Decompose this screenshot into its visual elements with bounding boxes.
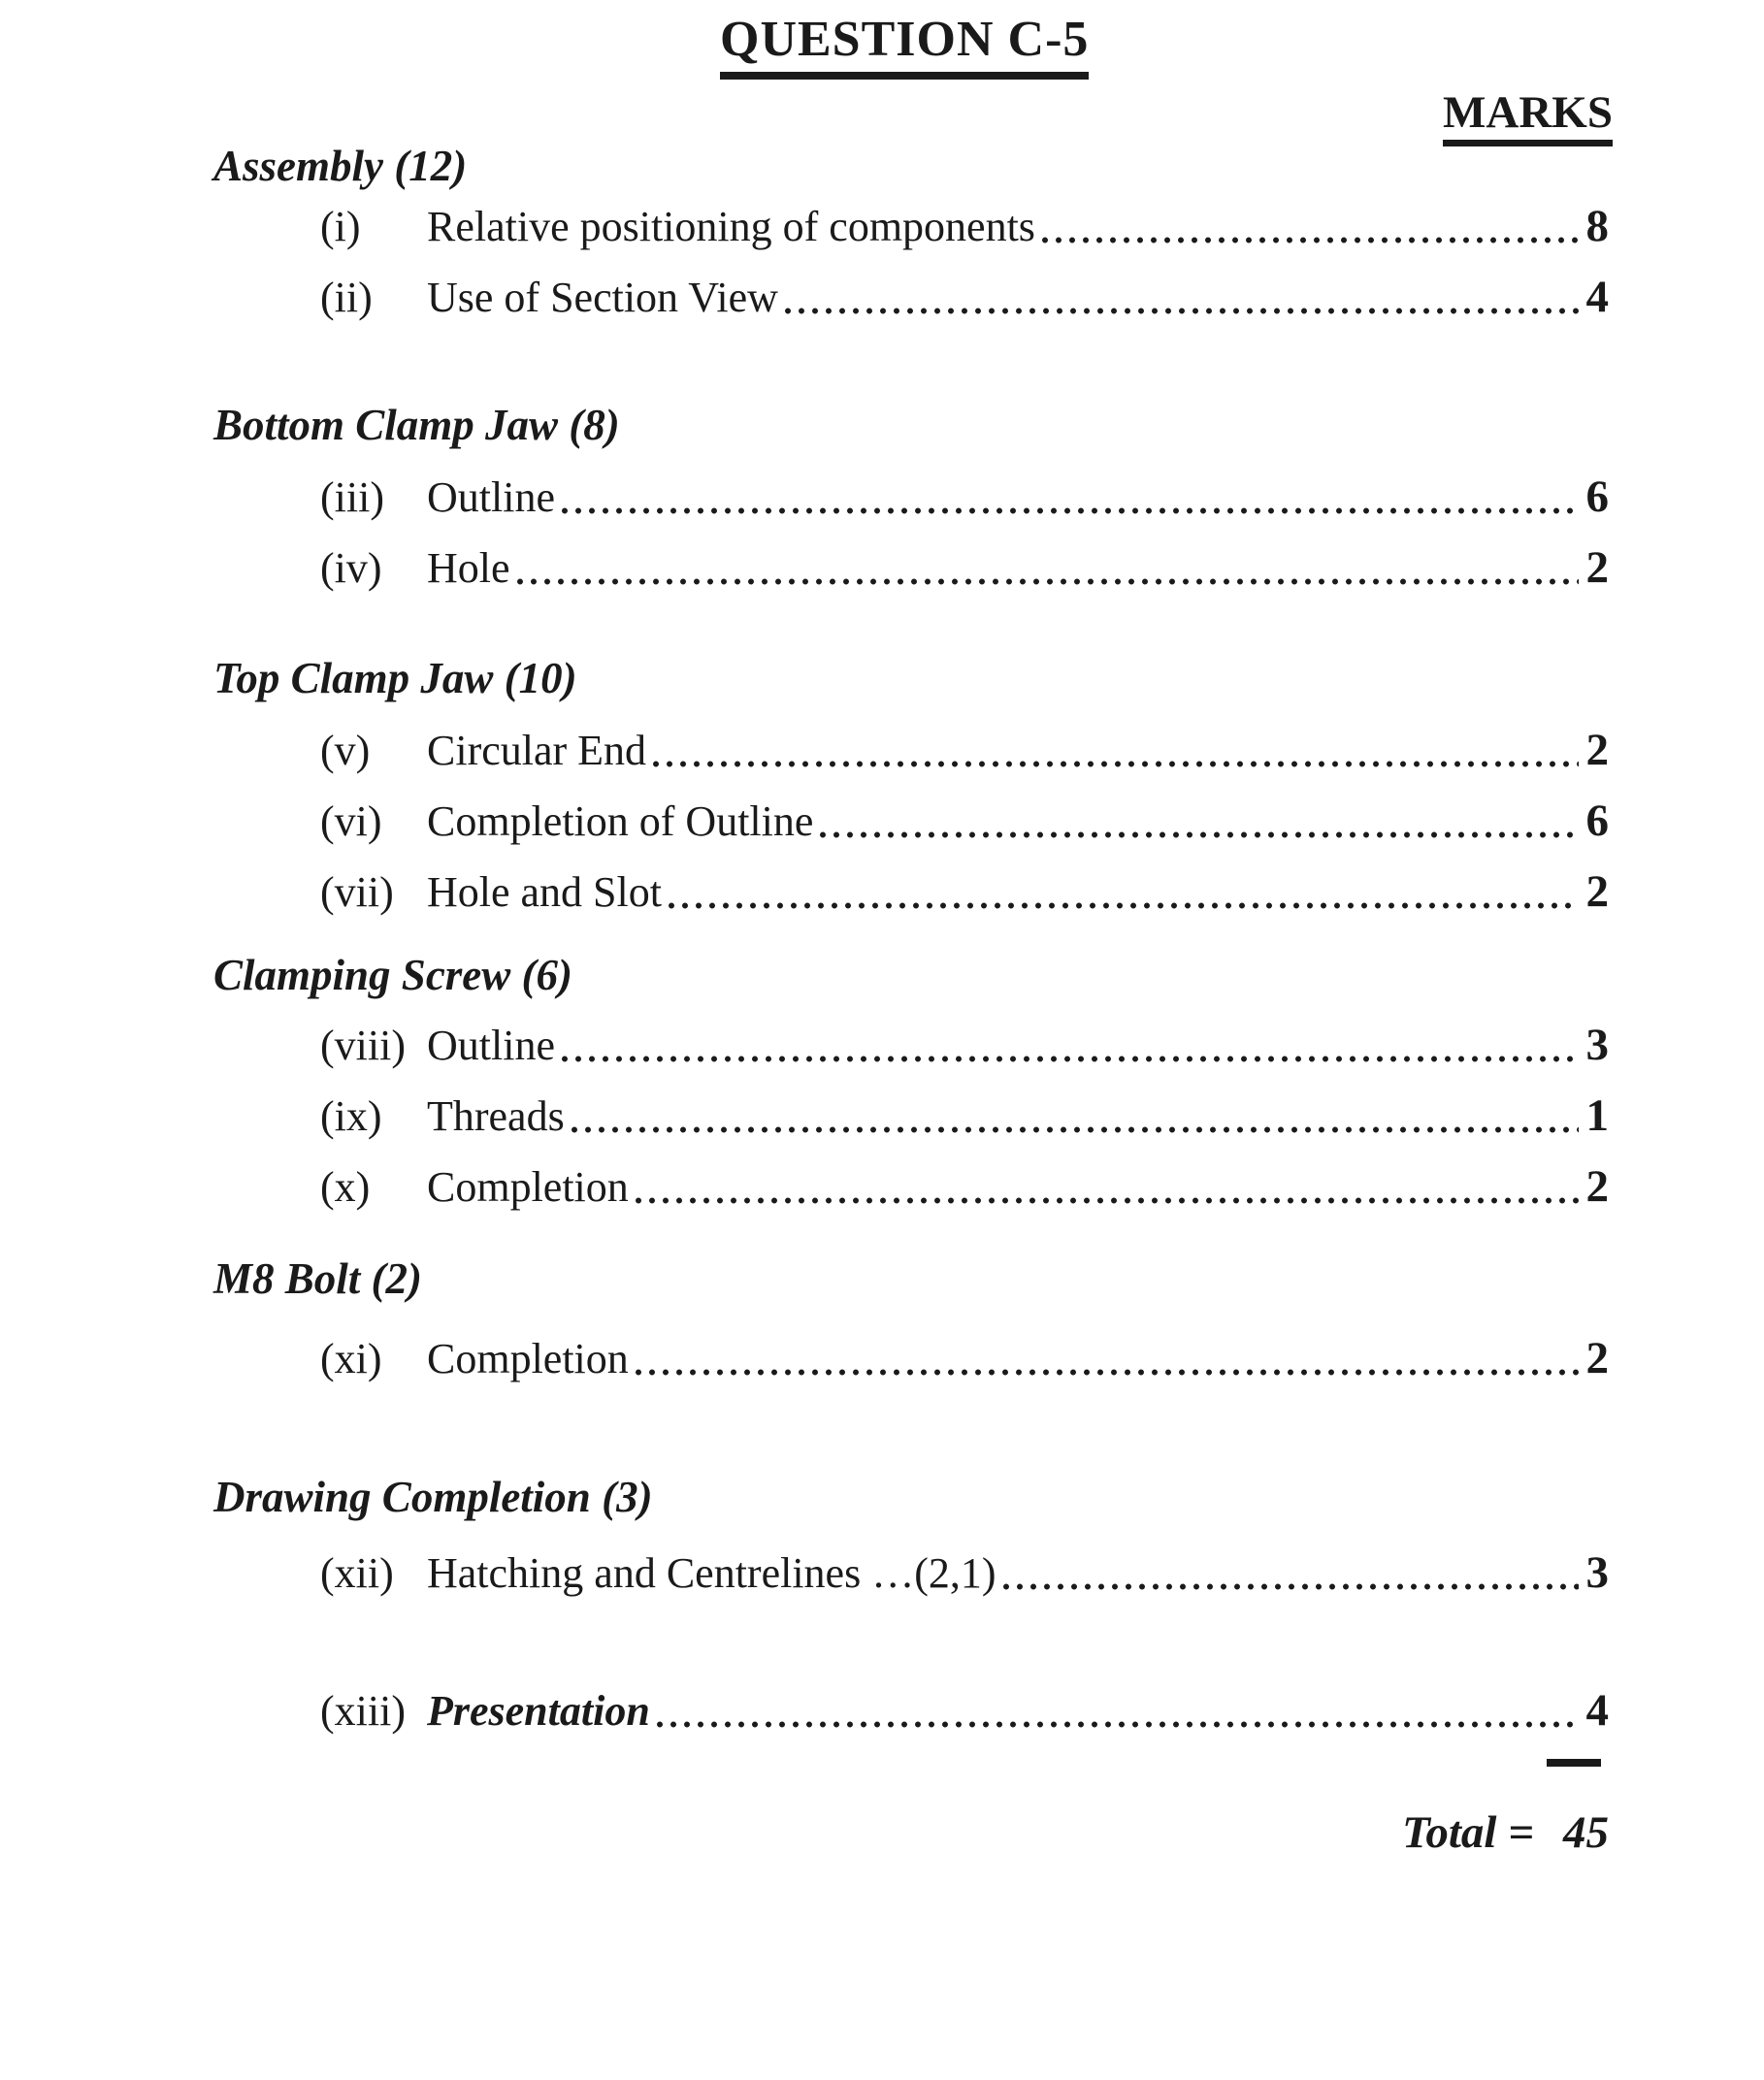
item-row-xii — [320, 1548, 1609, 1599]
section-header-assembly: Assembly (12) — [213, 142, 468, 190]
item-row-v — [320, 726, 1609, 776]
dot-leader — [784, 308, 1579, 314]
item-numeral: (xii) — [320, 1549, 394, 1597]
item-numeral: (i) — [320, 203, 361, 250]
item-numeral: (xi) — [320, 1335, 382, 1382]
item-numeral: (viii) — [320, 1022, 406, 1069]
dot-leader — [561, 1056, 1579, 1062]
dot-leader — [571, 1126, 1579, 1133]
dot-leader — [819, 831, 1579, 838]
dot-leader — [635, 1369, 1579, 1376]
item-numeral: (ix) — [320, 1092, 382, 1140]
total-value: 45 — [1563, 1807, 1609, 1858]
dot-leader — [561, 507, 1579, 514]
item-mark: 2 — [1585, 866, 1609, 917]
item-label: Outline — [427, 473, 555, 521]
item-label: Hole and Slot — [427, 868, 662, 916]
marks-column-header: MARKS — [1443, 89, 1613, 146]
item-row-viii — [320, 1021, 1609, 1071]
item-numeral: (iv) — [320, 544, 382, 592]
section-header-bottom-clamp-jaw: Bottom Clamp Jaw (8) — [213, 401, 620, 449]
item-mark: 4 — [1585, 1685, 1609, 1736]
item-label: Use of Section View — [427, 274, 778, 321]
item-numeral: (v) — [320, 727, 371, 774]
item-label: Hole — [427, 544, 510, 592]
item-row-ii — [320, 273, 1609, 323]
item-label: Completion — [427, 1163, 629, 1211]
item-mark: 2 — [1585, 725, 1609, 775]
dot-leader — [652, 761, 1579, 767]
item-label: Completion of Outline — [427, 797, 814, 845]
item-row-ix — [320, 1091, 1609, 1142]
dot-leader — [656, 1721, 1579, 1728]
item-label: Completion — [427, 1335, 629, 1382]
dot-leader — [1002, 1583, 1579, 1590]
item-mark: 2 — [1585, 542, 1609, 593]
item-row-vii — [320, 867, 1609, 918]
item-row-vi — [320, 796, 1609, 847]
item-row-xiii — [320, 1686, 1609, 1737]
item-label: Threads — [427, 1092, 565, 1140]
item-mark: 2 — [1585, 1161, 1609, 1212]
item-numeral: (iii) — [320, 473, 384, 521]
item-mark: 8 — [1585, 201, 1609, 251]
item-mark: 3 — [1585, 1547, 1609, 1598]
dot-leader — [1041, 237, 1579, 244]
item-numeral: (xiii) — [320, 1687, 406, 1735]
dot-leader — [635, 1197, 1579, 1204]
item-label: Outline — [427, 1022, 555, 1069]
item-mark: 3 — [1585, 1020, 1609, 1070]
item-mark: 4 — [1585, 272, 1609, 322]
total-row — [1402, 1806, 1609, 1859]
section-header-clamping-screw: Clamping Screw (6) — [213, 951, 573, 999]
section-header-drawing-completion: Drawing Completion (3) — [213, 1473, 653, 1521]
item-mark: 6 — [1585, 796, 1609, 846]
item-mark: 1 — [1585, 1090, 1609, 1141]
item-row-iv — [320, 543, 1609, 594]
item-label: Hatching and Centrelines …(2,1) — [427, 1549, 996, 1597]
page-title: QUESTION C-5 — [720, 14, 1089, 80]
item-label: Presentation — [427, 1687, 650, 1735]
total-label: Total = — [1401, 1807, 1534, 1858]
item-row-xi — [320, 1334, 1609, 1384]
total-sum-line — [1547, 1759, 1601, 1767]
section-header-m8-bolt: M8 Bolt (2) — [213, 1254, 423, 1303]
dot-leader — [668, 902, 1579, 909]
item-row-x — [320, 1162, 1609, 1213]
item-mark: 6 — [1585, 471, 1609, 522]
item-label: Circular End — [427, 727, 647, 774]
item-row-i — [320, 202, 1609, 252]
item-mark: 2 — [1585, 1333, 1609, 1383]
item-numeral: (vi) — [320, 797, 382, 845]
item-label: Relative positioning of components — [427, 203, 1035, 250]
section-header-top-clamp-jaw: Top Clamp Jaw (10) — [213, 654, 577, 702]
item-numeral: (vii) — [320, 868, 394, 916]
item-numeral: (x) — [320, 1163, 371, 1211]
dot-leader — [516, 578, 1579, 585]
item-numeral: (ii) — [320, 274, 373, 321]
item-row-iii — [320, 472, 1609, 523]
